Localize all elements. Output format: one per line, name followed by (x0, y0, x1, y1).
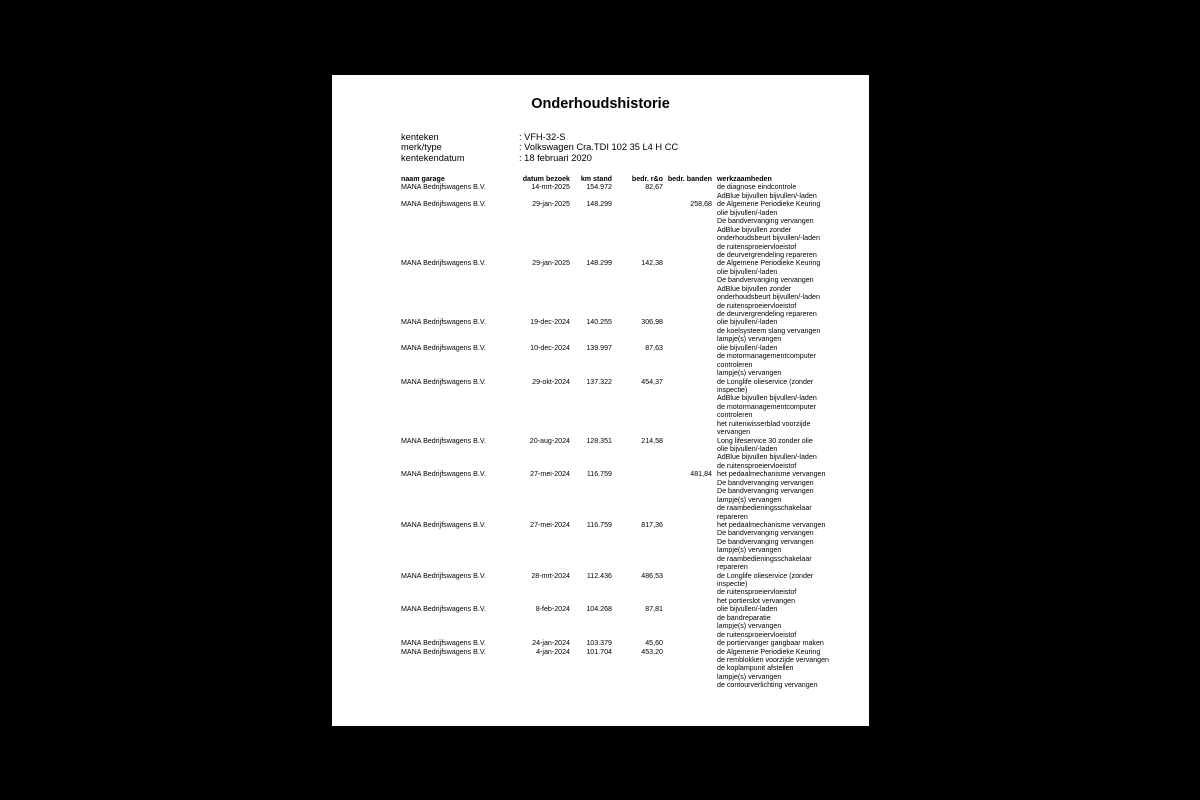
garage-cell: MANA Bedrijfswagens B.V. (401, 470, 486, 479)
maintenance-table (401, 175, 841, 690)
garage-cell: MANA Bedrijfswagens B.V. (401, 259, 486, 268)
work-cell (717, 605, 841, 639)
km-cell: 137.322 (586, 377, 612, 386)
km-cell: 148.299 (586, 200, 612, 209)
table-row (401, 639, 841, 647)
date-cell: 29-okt-2024 (532, 377, 570, 386)
km-cell: 103.379 (586, 639, 612, 648)
date-cell: 29-jan-2025 (532, 259, 570, 268)
work-item: het ruitenwisserblad voorzijde (717, 419, 811, 428)
work-item: onderhoudsbeurt bijvullen/-laden (717, 234, 820, 243)
work-item: de raambedieningsschakelaar (717, 554, 812, 563)
work-item: de Longlife olieservice (zonder (717, 377, 814, 386)
work-item: lampje(s) vervangen (717, 495, 782, 504)
km-cell: 116.759 (586, 520, 612, 529)
garage-cell: MANA Bedrijfswagens B.V. (401, 343, 486, 352)
garage-cell: MANA Bedrijfswagens B.V. (401, 183, 486, 192)
work-cell (717, 521, 841, 572)
table-body (401, 183, 841, 689)
work-item: de deurvergrendeling repareren (717, 250, 817, 259)
work-item: de motormanagementcomputer (717, 402, 816, 411)
ro-amount-cell: 486,53 (641, 571, 663, 580)
work-item: de Algemene Periodieke Keuring (717, 259, 821, 268)
info-value: : 18 februari 2020 (519, 152, 592, 163)
table-row (401, 572, 841, 606)
garage-cell: MANA Bedrijfswagens B.V. (401, 200, 486, 209)
work-item: de koplampunit afstellen (717, 664, 794, 673)
table-row (401, 378, 841, 437)
work-item: de deurvergrendeling repareren (717, 310, 817, 318)
column-header-garage: naam garage (401, 175, 445, 183)
work-item: de remblokken voorzijde vervangen (717, 655, 829, 664)
work-cell (717, 183, 841, 200)
column-header-work: werkzaamheden (717, 175, 772, 183)
work-item: olie bijvullen/-laden (717, 605, 778, 614)
ro-amount-cell: 214,58 (641, 436, 663, 445)
work-item: repareren (717, 563, 748, 572)
work-item: AdBlue bijvullen zonder (717, 284, 792, 293)
garage-cell: MANA Bedrijfswagens B.V. (401, 436, 486, 445)
work-item: de portiervanger gangbaar maken (717, 639, 824, 648)
garage-cell: MANA Bedrijfswagens B.V. (401, 571, 486, 580)
work-cell (717, 378, 841, 437)
work-item: lampje(s) vervangen (717, 335, 782, 344)
work-item: AdBlue bijvullen zonder (717, 225, 792, 234)
table-row (401, 200, 841, 259)
work-item: De bandvervanging vervangen (717, 537, 814, 546)
work-item: de ruitensproeiervloeistof (717, 242, 797, 251)
table-row (401, 521, 841, 572)
work-item: inspectie) (717, 385, 748, 394)
garage-cell: MANA Bedrijfswagens B.V. (401, 318, 486, 327)
work-item: het portierslot vervangen (717, 596, 796, 605)
work-item: de ruitensproeiervloeistof (717, 301, 797, 310)
banden-amount-cell: 481,84 (690, 470, 712, 479)
work-cell (717, 259, 841, 318)
work-item: controleren (717, 360, 753, 369)
column-header-banden: bedr. banden (667, 175, 712, 183)
work-item: De bandvervanging vervangen (717, 276, 814, 285)
column-header-km: km stand (580, 175, 612, 183)
ro-amount-cell: 454,37 (641, 377, 663, 386)
km-cell: 112.436 (586, 571, 612, 580)
date-cell: 19-dec-2024 (530, 318, 570, 327)
banden-amount-cell: 258,68 (690, 200, 712, 209)
table-row (401, 259, 841, 318)
document-page (332, 75, 869, 726)
work-cell (717, 639, 841, 647)
km-cell: 101.704 (586, 647, 612, 656)
date-cell: 20-aug-2024 (529, 436, 570, 445)
work-item: olie bijvullen/-laden (717, 343, 778, 352)
column-header-ro: bedr. r&o (631, 175, 663, 183)
info-value: : VFH-32-S (519, 132, 566, 142)
table-row (401, 605, 841, 639)
work-item: controleren (717, 411, 753, 420)
work-item: De bandvervanging vervangen (717, 487, 814, 496)
km-cell: 148.299 (586, 259, 612, 268)
work-item: de bandreparatie (717, 613, 771, 622)
ro-amount-cell: 82,67 (645, 183, 663, 192)
ro-amount-cell: 87,63 (645, 343, 663, 352)
km-cell: 140.255 (586, 318, 612, 327)
work-item: olie bijvullen/-laden (717, 267, 778, 276)
date-cell: 28-mrt-2024 (531, 571, 570, 580)
work-item: olie bijvullen/-laden (717, 445, 778, 453)
date-cell: 8-feb-2024 (535, 605, 570, 614)
work-cell (717, 648, 841, 690)
ro-amount-cell: 142,38 (641, 259, 663, 268)
work-item: lampje(s) vervangen (717, 369, 782, 378)
work-item: De bandvervanging vervangen (717, 217, 814, 226)
date-cell: 10-dec-2024 (530, 343, 570, 352)
garage-cell: MANA Bedrijfswagens B.V. (401, 377, 486, 386)
work-item: AdBlue bijvullen bijvullen/-laden (717, 394, 817, 403)
work-cell (717, 437, 841, 471)
work-item: inspectie) (717, 580, 748, 588)
work-item: onderhoudsbeurt bijvullen/-laden (717, 293, 820, 302)
table-row (401, 470, 841, 521)
work-item: lampje(s) vervangen (717, 672, 782, 681)
km-cell: 128.351 (586, 436, 612, 445)
table-row (401, 344, 841, 378)
work-item: De bandvervanging vervangen (717, 529, 814, 538)
ro-amount-cell: 817,36 (641, 520, 663, 529)
work-cell (717, 470, 841, 521)
garage-cell: MANA Bedrijfswagens B.V. (401, 520, 486, 529)
work-item: het pedaalmechanisme vervangen (717, 470, 826, 479)
work-item: de ruitensproeiervloeistof (717, 588, 797, 597)
work-item: lampje(s) vervangen (717, 622, 782, 631)
date-cell: 29-jan-2025 (532, 200, 570, 209)
garage-cell: MANA Bedrijfswagens B.V. (401, 605, 486, 614)
ro-amount-cell: 453,20 (641, 647, 663, 656)
work-item: repareren (717, 512, 748, 521)
work-item: het pedaalmechanisme vervangen (717, 520, 826, 529)
date-cell: 24-jan-2024 (532, 639, 570, 648)
work-item: AdBlue bijvullen bijvullen/-laden (717, 453, 817, 462)
work-cell (717, 200, 841, 259)
garage-cell: MANA Bedrijfswagens B.V. (401, 647, 486, 656)
work-item: lampje(s) vervangen (717, 546, 782, 555)
work-cell (717, 318, 841, 343)
work-item: de raambedieningsschakelaar (717, 504, 812, 513)
date-cell: 27-mei-2024 (530, 520, 570, 529)
info-label: kenteken (401, 132, 439, 142)
date-cell: 27-mei-2024 (530, 470, 570, 479)
table-row (401, 318, 841, 343)
info-label: merk/type (401, 142, 442, 153)
km-cell: 154.972 (586, 183, 612, 192)
work-item: de ruitensproeiervloeistof (717, 630, 797, 639)
date-cell: 14-mrt-2025 (531, 183, 570, 192)
work-item: AdBlue bijvullen bijvullen/-laden (717, 191, 817, 200)
ro-amount-cell: 45,60 (645, 639, 663, 648)
info-value: : Volkswagen Cra.TDI 102 35 L4 H CC (519, 142, 679, 153)
work-item: de contourverlichting vervangen (717, 681, 818, 690)
date-cell: 4-jan-2024 (536, 647, 570, 656)
work-item: de Longlife olieservice (zonder (717, 571, 814, 580)
work-item: de koelsysteem slang vervangen (717, 326, 821, 335)
table-row (401, 437, 841, 471)
table-header (401, 175, 841, 183)
work-item: de motormanagementcomputer (717, 352, 816, 361)
km-cell: 116.759 (586, 470, 612, 479)
work-cell (717, 572, 841, 606)
work-cell (717, 344, 841, 378)
work-item: De bandvervanging vervangen (717, 478, 814, 487)
table-row (401, 183, 841, 200)
km-cell: 139.997 (586, 343, 612, 352)
work-item: vervangen (717, 428, 751, 437)
work-item: olie bijvullen/-laden (717, 318, 778, 327)
column-header-date: datum bezoek (522, 175, 570, 183)
work-item: de ruitensproeiervloeistof (717, 461, 797, 470)
garage-cell: MANA Bedrijfswagens B.V. (401, 639, 486, 648)
work-item: de Algemene Periodieke Keuring (717, 200, 821, 209)
page-title: Onderhoudshistorie (531, 96, 670, 112)
work-item: de diagnose eindcontrole (717, 183, 797, 192)
work-item: olie bijvullen/-laden (717, 208, 778, 217)
work-item: Long lifeservice 30 zonder olie (717, 436, 813, 445)
work-item: de Algemene Periodieke Keuring (717, 647, 821, 656)
ro-amount-cell: 306,98 (641, 318, 663, 327)
km-cell: 104.268 (586, 605, 612, 614)
table-row (401, 648, 841, 690)
info-label: kentekendatum (401, 152, 465, 163)
ro-amount-cell: 87,81 (645, 605, 663, 614)
